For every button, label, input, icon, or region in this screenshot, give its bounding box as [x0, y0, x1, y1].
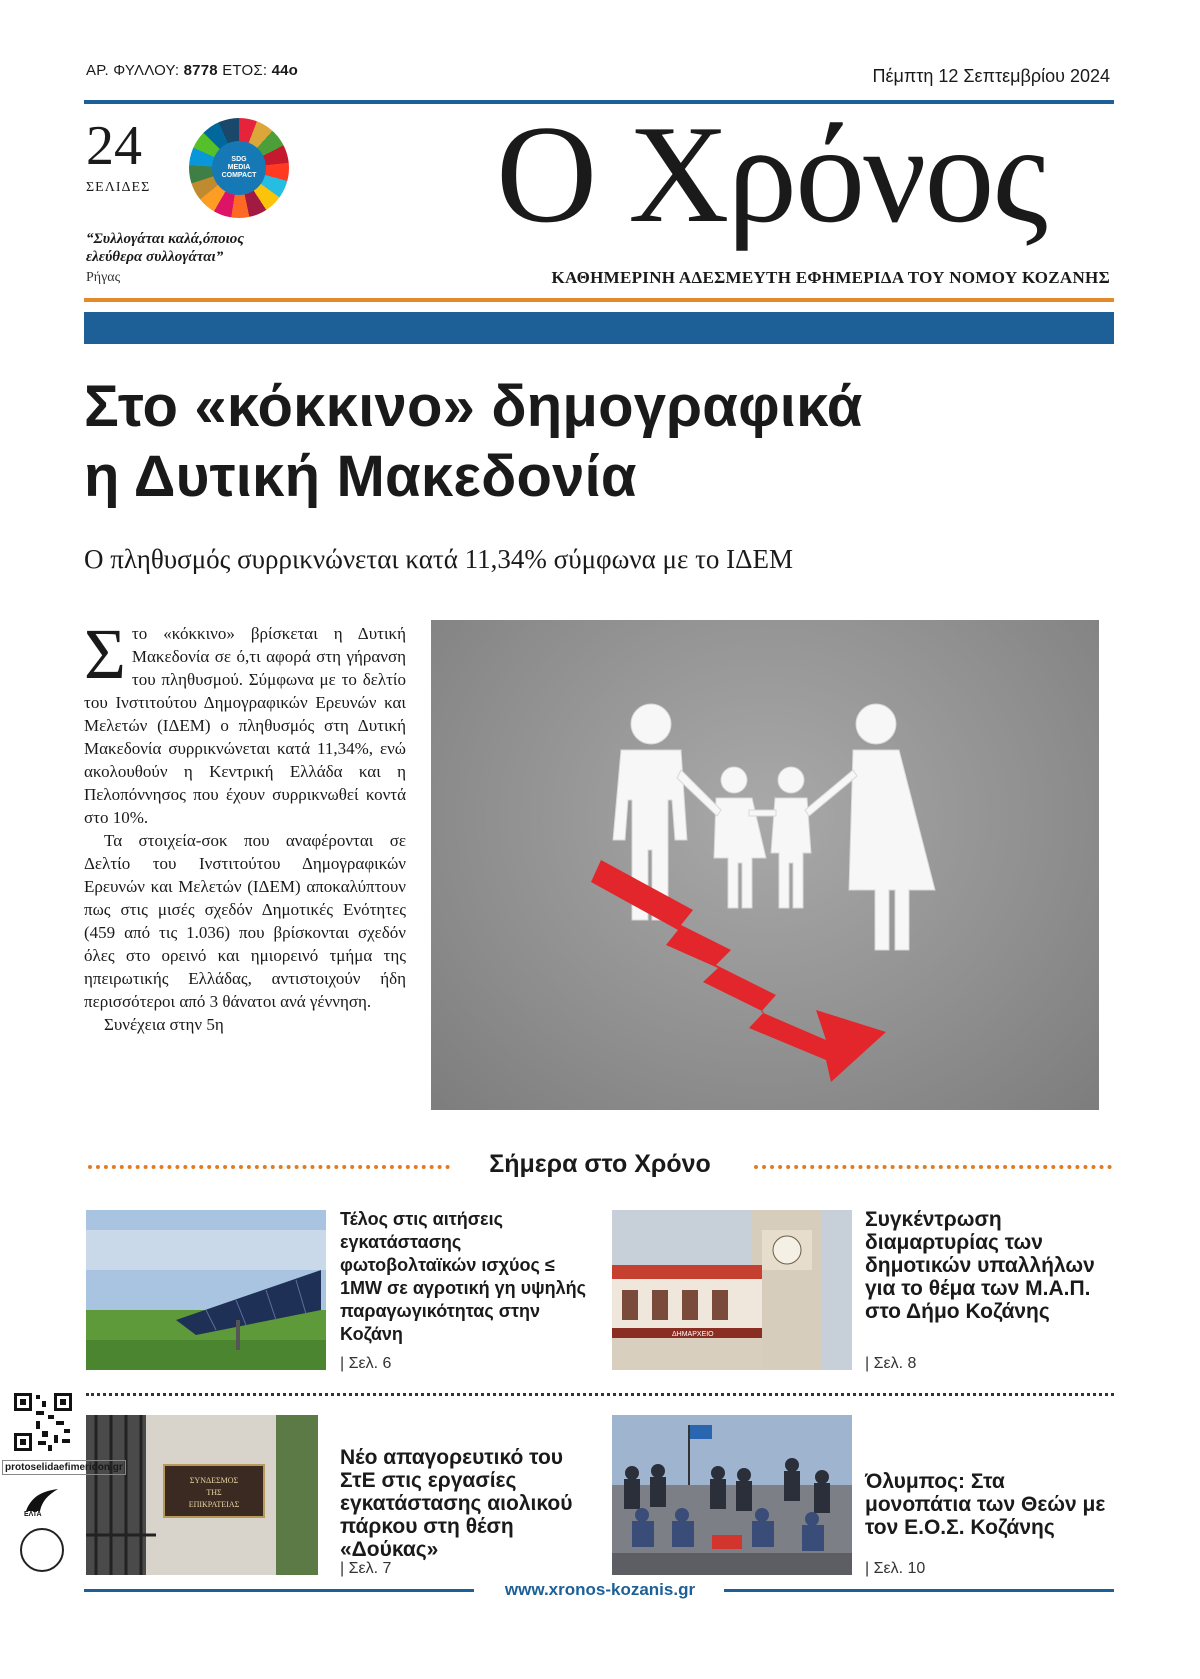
story-title-olympus[interactable]: Όλυμπος: Στα μονοπάτια των Θεών με τον Ε.Ο.Σ. Κοζάνης	[865, 1470, 1106, 1539]
lead-article	[84, 614, 406, 1036]
story-title-protest[interactable]: Συγκέντρωση διαμαρτυρίας των δημοτικών υπαλλήλων για το θέμα των Μ.Α.Π. στο Δήμο Κοζάνης	[865, 1208, 1095, 1323]
price-label	[24, 1230, 44, 1370]
blue-band	[84, 312, 1114, 344]
story-photo-olympus-hikers	[612, 1415, 852, 1575]
qr-code[interactable]	[12, 1391, 74, 1453]
pages-count: 24	[86, 115, 142, 177]
sdg-logo-center	[212, 141, 266, 195]
lead-photo-family-decline	[431, 620, 1099, 1110]
issue-info	[86, 62, 298, 79]
story-page-protest[interactable]: | Σελ. 8	[865, 1355, 917, 1372]
story-page-wind-park[interactable]: | Σελ. 7	[340, 1560, 392, 1577]
sdg-text-1: SDG	[231, 156, 247, 163]
issue-number: 8778	[183, 62, 218, 79]
drop-cap: Σ	[84, 614, 126, 694]
story-page-solar[interactable]: | Σελ. 6	[340, 1355, 392, 1372]
town-hall-sign: ΔΗΜΑΡΧΕΙΟ	[672, 1331, 714, 1338]
motto-line-1: “Συλλογάται καλά,όποιος	[86, 231, 244, 247]
solar-panels-image	[86, 1210, 326, 1370]
stories-divider	[86, 1393, 1114, 1396]
pages-label: ΣΕΛΙΔΕΣ	[86, 180, 151, 195]
masthead-logo: Ο Χρόνος	[496, 97, 1046, 252]
sdg-text-2: MEDIA	[227, 164, 251, 171]
sdg-text-3: COMPACT	[221, 172, 257, 179]
story-photo-council-of-state	[86, 1415, 318, 1575]
year-label: ΕΤΟΣ:	[222, 62, 268, 79]
continued-note: Συνέχεια στην 5η	[104, 1015, 224, 1034]
article-paragraph-1	[84, 614, 406, 829]
qr-code-image	[12, 1391, 74, 1453]
sign-text-2: ΤΗΣ	[206, 1488, 222, 1497]
press-seal-icon	[20, 1528, 64, 1572]
orange-rule	[84, 298, 1114, 302]
elta-logo	[22, 1485, 62, 1517]
story-photo-solar-panels	[86, 1210, 326, 1370]
section-title-today: Σήμερα στο Χρόνο	[489, 1150, 711, 1178]
motto-line-2: ελεύθερα συλλογάται”	[86, 249, 224, 265]
source-site-label: protoselidaefimeridon.gr	[2, 1460, 126, 1475]
sign-text-1: ΣΥΝΔΕΣΜΟΣ	[189, 1476, 239, 1485]
headline-line-1: Στο «κόκκινο» δημογραφικά	[84, 374, 863, 439]
elta-logo-text: ΕΛΤΑ	[24, 1511, 42, 1517]
article-text-1: το «κόκκινο» βρίσκεται η Δυτική Μακεδονία σε ό,τι αφορά στη γήρανση του πληθυσμού. Σύμφωνα με το δελτίο του Ινστιτούτου Δημογραφικών Ερευνών και Μελετών (ΙΔΕΜ) ο πληθυσμός στη Δυτική Μακεδονία συρρικνώνεται κατά 11,34%, ενώ ακολουθούν η Κεντρική Ελλάδα και η Πελοπόννησος που έχουν συρρικνωθεί κοντά στο 10%.	[84, 624, 406, 827]
town-hall-image	[612, 1210, 852, 1370]
issue-date: Πέμπτη 12 Σεπτεμβρίου 2024	[872, 66, 1110, 86]
lead-subhead: Ο πληθυσμός συρρικνώνεται κατά 11,34% σύμφωνα με το ΙΔΕΜ	[84, 544, 794, 574]
story-title-wind-park[interactable]: Νέο απαγορευτικό του ΣτΕ στις εργασίες εγκατάστασης αιολικού πάρκου στη θέση «Δούκας»	[340, 1446, 573, 1561]
headline-line-2: η Δυτική Μακεδονία	[84, 444, 637, 509]
year-value: 44ο	[271, 62, 299, 79]
story-title-solar[interactable]: Τέλος στις αιτήσεις εγκατάστασης φωτοβολταϊκών ισχύος ≤ 1MW σε αγροτική γη υψηλής παραγωγικότητας στην Κοζάνη	[340, 1209, 587, 1344]
elta-bird-icon	[22, 1485, 62, 1517]
sign-text-3: ΕΠΙΚΡΑΤΕΙΑΣ	[188, 1500, 240, 1509]
motto	[86, 230, 244, 266]
story-photo-town-hall	[612, 1210, 852, 1370]
story-page-olympus[interactable]: | Σελ. 10	[865, 1560, 926, 1577]
issue-label: ΑΡ. ΦΥΛΛΟΥ:	[86, 62, 180, 79]
council-of-state-image	[86, 1415, 318, 1575]
family-arrow-illustration	[431, 620, 1099, 1110]
article-paragraph-2: Τα στοιχεία-σοκ που αναφέρονται σε Δελτίο του Ινστιτούτου Δημογραφικών Ερευνών και Μελετών (ΙΔΕΜ) αποκαλύπτουν πως στις μισές σχεδόν Δημοτικές Ενότητες (459 από τις 1.036) που βρίσκονται σχεδόν όλες στο ορεινό και ημιορεινό τμήμα της ηπειρωτικής Ελλάδας, αντιστοιχούν ήδη περισσότεροι από 3 θάνατοι ανά γέννηση.	[84, 831, 406, 1011]
motto-author: Ρήγας	[86, 270, 121, 285]
olympus-hikers-image	[612, 1415, 852, 1575]
lead-headline	[84, 372, 1114, 512]
tagline: ΚΑΘΗΜΕΡΙΝΗ ΑΔΕΣΜΕΥΤΗ ΕΦΗΜΕΡΙΔΑ ΤΟΥ ΝΟΜΟΥ ΚΟΖΑΝΗΣ	[551, 268, 1110, 287]
footer-website-link[interactable]: www.xronos-kozanis.gr	[504, 1580, 696, 1599]
